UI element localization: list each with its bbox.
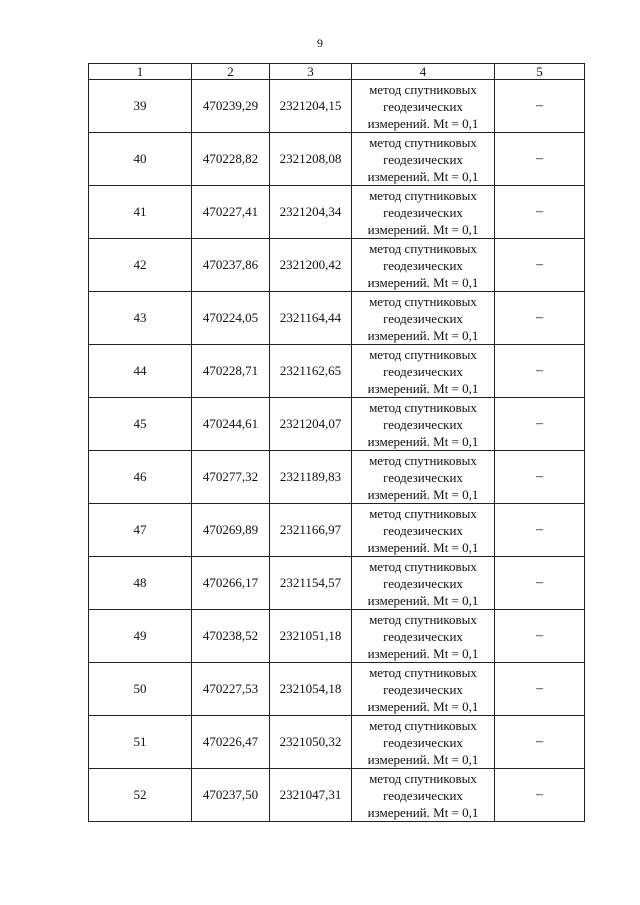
y-coordinate-cell: 2321050,32 [270, 716, 352, 769]
y-coordinate-cell: 2321164,44 [270, 292, 352, 345]
method-line-2: геодезических [383, 734, 463, 750]
table-row [89, 504, 585, 557]
method-cell [352, 610, 495, 663]
method-cell [352, 716, 495, 769]
description-dash-cell: – [495, 239, 585, 292]
y-coordinate-cell: 2321051,18 [270, 610, 352, 663]
method-line-1: метод спутниковых [369, 611, 477, 627]
method-line-1: метод спутниковых [369, 240, 477, 256]
table-body [89, 80, 585, 822]
table-row [89, 610, 585, 663]
y-coordinate-cell: 2321154,57 [270, 557, 352, 610]
header-col-1: 1 [89, 64, 192, 80]
method-line-3: измерений. Mt = 0,1 [367, 221, 479, 237]
method-cell [352, 557, 495, 610]
x-coordinate-cell: 470244,61 [192, 398, 270, 451]
point-number-cell: 48 [89, 557, 192, 610]
description-dash-cell: – [495, 345, 585, 398]
method-line-1: метод спутниковых [369, 81, 477, 97]
method-line-1: метод спутниковых [369, 293, 477, 309]
x-coordinate-cell: 470224,05 [192, 292, 270, 345]
method-line-3: измерений. Mt = 0,1 [367, 804, 479, 820]
method-cell [352, 769, 495, 822]
x-coordinate-cell: 470226,47 [192, 716, 270, 769]
page-number: 9 [317, 36, 323, 50]
method-line-3: измерений. Mt = 0,1 [367, 380, 479, 396]
method-line-1: метод спутниковых [369, 187, 477, 203]
method-line-2: геодезических [383, 469, 463, 485]
table-row [89, 345, 585, 398]
method-line-2: геодезических [383, 204, 463, 220]
method-cell [352, 451, 495, 504]
method-line-2: геодезических [383, 522, 463, 538]
method-cell [352, 504, 495, 557]
point-number-cell: 52 [89, 769, 192, 822]
method-line-3: измерений. Mt = 0,1 [367, 486, 479, 502]
table-row [89, 769, 585, 822]
point-number-cell: 49 [89, 610, 192, 663]
method-cell [352, 133, 495, 186]
x-coordinate-cell: 470228,71 [192, 345, 270, 398]
header-col-5: 5 [495, 64, 585, 80]
method-line-2: геодезических [383, 310, 463, 326]
method-line-2: геодезических [383, 575, 463, 591]
description-dash-cell: – [495, 716, 585, 769]
method-cell [352, 239, 495, 292]
description-dash-cell: – [495, 769, 585, 822]
method-line-3: измерений. Mt = 0,1 [367, 539, 479, 555]
x-coordinate-cell: 470228,82 [192, 133, 270, 186]
method-line-3: измерений. Mt = 0,1 [367, 168, 479, 184]
y-coordinate-cell: 2321166,97 [270, 504, 352, 557]
method-cell [352, 345, 495, 398]
coordinates-table [88, 63, 585, 822]
point-number-cell: 44 [89, 345, 192, 398]
method-line-3: измерений. Mt = 0,1 [367, 274, 479, 290]
method-line-3: измерений. Mt = 0,1 [367, 327, 479, 343]
table-row [89, 716, 585, 769]
table-row [89, 292, 585, 345]
method-cell [352, 186, 495, 239]
y-coordinate-cell: 2321204,07 [270, 398, 352, 451]
method-line-2: геодезических [383, 257, 463, 273]
y-coordinate-cell: 2321189,83 [270, 451, 352, 504]
method-line-1: метод спутниковых [369, 399, 477, 415]
header-col-3: 3 [270, 64, 352, 80]
method-line-3: измерений. Mt = 0,1 [367, 645, 479, 661]
method-line-2: геодезических [383, 98, 463, 114]
method-line-1: метод спутниковых [369, 346, 477, 362]
description-dash-cell: – [495, 292, 585, 345]
method-line-2: геодезических [383, 628, 463, 644]
x-coordinate-cell: 470266,17 [192, 557, 270, 610]
method-line-3: измерений. Mt = 0,1 [367, 751, 479, 767]
method-cell [352, 663, 495, 716]
x-coordinate-cell: 470239,29 [192, 80, 270, 133]
point-number-cell: 47 [89, 504, 192, 557]
point-number-cell: 40 [89, 133, 192, 186]
method-cell [352, 292, 495, 345]
x-coordinate-cell: 470277,32 [192, 451, 270, 504]
point-number-cell: 42 [89, 239, 192, 292]
method-line-2: геодезических [383, 363, 463, 379]
header-col-4: 4 [352, 64, 495, 80]
table-row [89, 663, 585, 716]
description-dash-cell: – [495, 398, 585, 451]
table-header-row [89, 64, 585, 80]
x-coordinate-cell: 470237,50 [192, 769, 270, 822]
method-cell [352, 80, 495, 133]
y-coordinate-cell: 2321208,08 [270, 133, 352, 186]
method-line-2: геодезических [383, 151, 463, 167]
point-number-cell: 39 [89, 80, 192, 133]
table-row [89, 398, 585, 451]
method-line-3: измерений. Mt = 0,1 [367, 115, 479, 131]
table-row [89, 557, 585, 610]
description-dash-cell: – [495, 451, 585, 504]
x-coordinate-cell: 470269,89 [192, 504, 270, 557]
point-number-cell: 41 [89, 186, 192, 239]
method-line-1: метод спутниковых [369, 452, 477, 468]
y-coordinate-cell: 2321204,34 [270, 186, 352, 239]
method-cell [352, 398, 495, 451]
header-col-2: 2 [192, 64, 270, 80]
x-coordinate-cell: 470227,41 [192, 186, 270, 239]
y-coordinate-cell: 2321054,18 [270, 663, 352, 716]
description-dash-cell: – [495, 504, 585, 557]
method-line-3: измерений. Mt = 0,1 [367, 433, 479, 449]
point-number-cell: 50 [89, 663, 192, 716]
x-coordinate-cell: 470238,52 [192, 610, 270, 663]
description-dash-cell: – [495, 557, 585, 610]
method-line-1: метод спутниковых [369, 717, 477, 733]
y-coordinate-cell: 2321200,42 [270, 239, 352, 292]
x-coordinate-cell: 470227,53 [192, 663, 270, 716]
point-number-cell: 43 [89, 292, 192, 345]
y-coordinate-cell: 2321204,15 [270, 80, 352, 133]
description-dash-cell: – [495, 610, 585, 663]
method-line-2: геодезических [383, 681, 463, 697]
table-row [89, 239, 585, 292]
point-number-cell: 46 [89, 451, 192, 504]
method-line-1: метод спутниковых [369, 134, 477, 150]
table-row [89, 451, 585, 504]
point-number-cell: 45 [89, 398, 192, 451]
description-dash-cell: – [495, 186, 585, 239]
table-row [89, 80, 585, 133]
table-row [89, 186, 585, 239]
y-coordinate-cell: 2321047,31 [270, 769, 352, 822]
method-line-3: измерений. Mt = 0,1 [367, 698, 479, 714]
method-line-1: метод спутниковых [369, 558, 477, 574]
y-coordinate-cell: 2321162,65 [270, 345, 352, 398]
x-coordinate-cell: 470237,86 [192, 239, 270, 292]
method-line-2: геодезических [383, 416, 463, 432]
table-row [89, 133, 585, 186]
description-dash-cell: – [495, 663, 585, 716]
method-line-1: метод спутниковых [369, 770, 477, 786]
method-line-3: измерений. Mt = 0,1 [367, 592, 479, 608]
description-dash-cell: – [495, 133, 585, 186]
method-line-1: метод спутниковых [369, 664, 477, 680]
description-dash-cell: – [495, 80, 585, 133]
method-line-2: геодезических [383, 787, 463, 803]
point-number-cell: 51 [89, 716, 192, 769]
method-line-1: метод спутниковых [369, 505, 477, 521]
